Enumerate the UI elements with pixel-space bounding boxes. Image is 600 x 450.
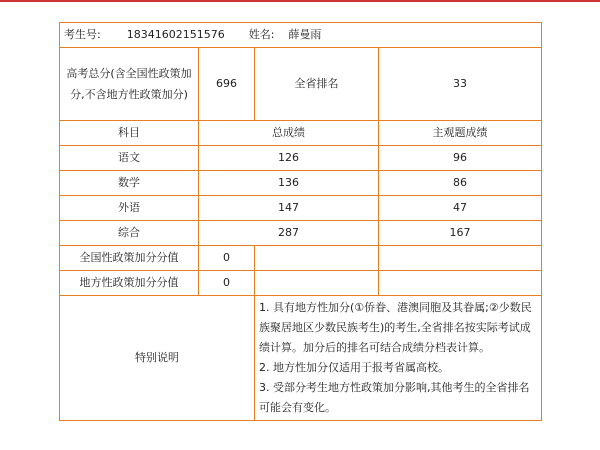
- subject-total: 287: [199, 221, 379, 246]
- subject-row: [60, 196, 542, 221]
- subject-subjective: 167: [379, 221, 542, 246]
- local-bonus-row: [60, 271, 542, 296]
- note-item: 2. 地方性加分仅适用于报考省属高校。: [259, 361, 449, 374]
- subjective-score-header: 主观题成绩: [379, 121, 542, 146]
- local-bonus-value: 0: [199, 271, 255, 296]
- subject-row: [60, 171, 542, 196]
- national-bonus-label: 全国性政策加分分值: [60, 246, 199, 271]
- subject-subjective: 96: [379, 146, 542, 171]
- subject-name: 语文: [60, 146, 199, 171]
- subject-total: 126: [199, 146, 379, 171]
- national-bonus-row: [60, 246, 542, 271]
- subject-name: 综合: [60, 221, 199, 246]
- notes-content: [255, 296, 542, 421]
- total-score-value: 696: [199, 48, 255, 121]
- subject-total: 147: [199, 196, 379, 221]
- empty-cell: [379, 271, 542, 296]
- subject-subjective: 86: [379, 171, 542, 196]
- rank-value: 33: [379, 48, 542, 121]
- subject-subjective: 47: [379, 196, 542, 221]
- subject-header: 科目: [60, 121, 199, 146]
- empty-cell: [379, 246, 542, 271]
- candidate-id-value: 18341602151576: [126, 28, 225, 41]
- candidate-name-label: 姓名:: [248, 28, 275, 41]
- notes-row: [60, 296, 542, 421]
- candidate-id-label: 考生号:: [64, 28, 101, 41]
- empty-cell: [255, 246, 379, 271]
- subject-total: 136: [199, 171, 379, 196]
- score-report-table: [59, 22, 542, 421]
- note-item: 1. 具有地方性加分(①侨眷、港澳同胞及其眷属;②少数民族聚居地区少数民族考生)的考生,全省排名按实际考试成绩计算。加分后的排名可结合成绩分档表计算。: [259, 301, 532, 354]
- national-bonus-value: 0: [199, 246, 255, 271]
- candidate-info-row: [60, 23, 542, 48]
- candidate-name-value: 薛曼雨: [288, 28, 322, 41]
- local-bonus-label: 地方性政策加分分值: [60, 271, 199, 296]
- total-score-label: 高考总分(含全国性政策加分,不含地方性政策加分): [60, 48, 199, 121]
- note-item: 3. 受部分考生地方性政策加分影响,其他考生的全省排名可能会有变化。: [259, 381, 530, 414]
- empty-cell: [255, 271, 379, 296]
- notes-label: 特别说明: [60, 296, 255, 421]
- column-header-row: [60, 121, 542, 146]
- subject-name: 数学: [60, 171, 199, 196]
- candidate-info-cell: [60, 23, 542, 48]
- subject-row: [60, 221, 542, 246]
- total-score-header: 总成绩: [199, 121, 379, 146]
- top-divider-line: [0, 0, 600, 2]
- subject-row: [60, 146, 542, 171]
- rank-label: 全省排名: [255, 48, 379, 121]
- total-score-row: [60, 48, 542, 121]
- subject-name: 外语: [60, 196, 199, 221]
